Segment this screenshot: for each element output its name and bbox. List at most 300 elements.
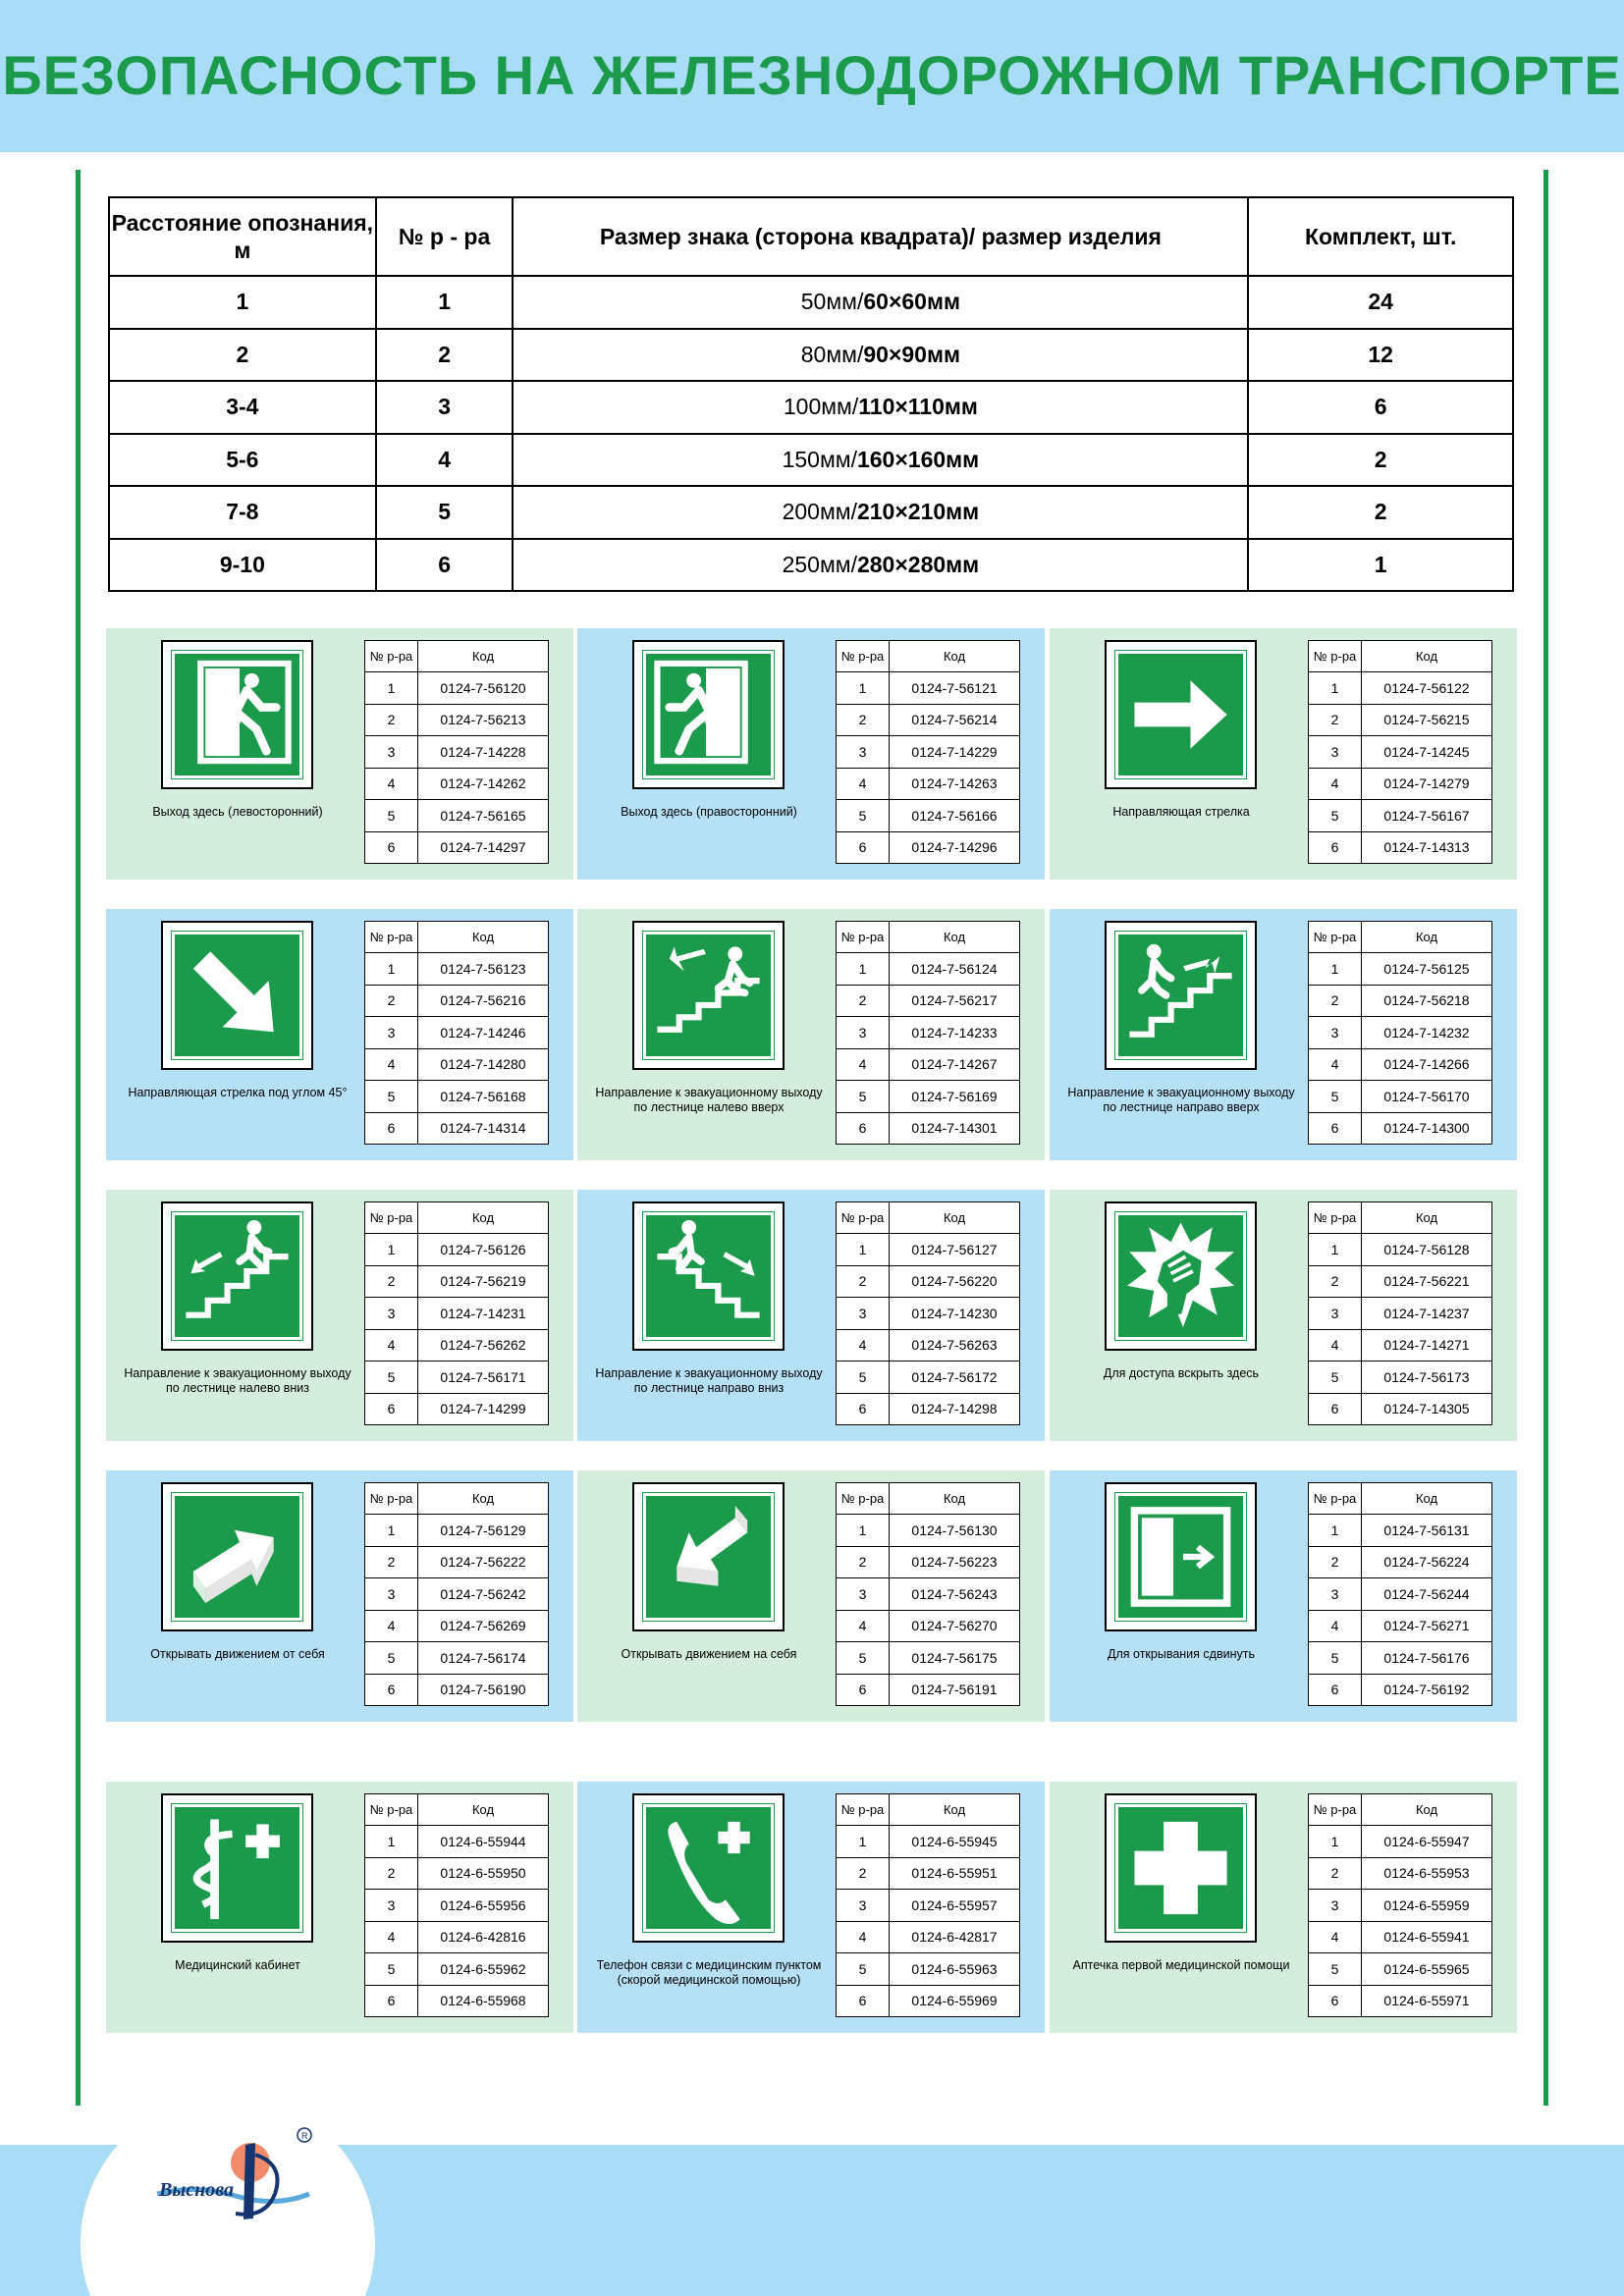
code-value: 0124-7-56174	[418, 1642, 549, 1675]
code-value: 0124-7-56244	[1362, 1578, 1492, 1611]
code-row-number: 1	[1309, 672, 1362, 705]
code-value: 0124-7-14297	[418, 831, 549, 864]
code-row	[365, 1265, 549, 1298]
code-row-number: 4	[365, 1329, 418, 1362]
code-value: 0124-7-56120	[418, 672, 549, 705]
code-header-number: № р-ра	[365, 922, 418, 953]
code-row	[837, 736, 1020, 769]
code-row-number: 1	[365, 1826, 418, 1858]
code-row-number: 4	[1309, 1329, 1362, 1362]
code-value: 0124-7-14300	[1362, 1112, 1492, 1145]
code-row-number: 6	[837, 1393, 890, 1425]
code-value: 0124-7-14262	[418, 768, 549, 800]
set-cell: 2	[1248, 486, 1513, 539]
code-row	[1309, 1546, 1492, 1578]
code-row	[1309, 736, 1492, 769]
code-value: 0124-7-56129	[418, 1515, 549, 1547]
header-set: Комплект, шт.	[1248, 197, 1513, 276]
code-row	[365, 1329, 549, 1362]
code-value: 0124-7-56128	[1362, 1234, 1492, 1266]
code-value: 0124-7-56218	[1362, 985, 1492, 1017]
code-value: 0124-7-14233	[890, 1017, 1020, 1049]
code-value: 0124-6-55957	[890, 1890, 1020, 1922]
code-row-number: 1	[1309, 953, 1362, 986]
stairs-up-left-icon	[643, 932, 774, 1059]
set-cell: 12	[1248, 329, 1513, 382]
code-header-row	[365, 1483, 549, 1515]
sign-card	[1050, 1190, 1517, 1441]
header-distance: Расстояние опознания, м	[109, 197, 376, 276]
sign-card	[1050, 1470, 1517, 1722]
code-row-number: 5	[1309, 800, 1362, 832]
code-row	[365, 768, 549, 800]
code-header-code: Код	[1362, 922, 1492, 953]
code-row	[1309, 1048, 1492, 1081]
code-header-number: № р-ра	[837, 922, 890, 953]
code-value: 0124-7-14298	[890, 1393, 1020, 1425]
size-table-row	[109, 486, 1513, 539]
code-row	[365, 1921, 549, 1953]
code-row-number: 4	[1309, 1610, 1362, 1642]
code-row-number: 2	[837, 1546, 890, 1578]
code-row-number: 2	[365, 1857, 418, 1890]
number-cell: 1	[376, 276, 514, 329]
code-row-number: 4	[837, 768, 890, 800]
code-row	[1309, 1857, 1492, 1890]
code-row	[1309, 1985, 1492, 2017]
sign-caption: Для открывания сдвинуть	[1108, 1647, 1255, 1661]
code-header-number: № р-ра	[1309, 922, 1362, 953]
code-row-number: 2	[1309, 1546, 1362, 1578]
code-header-row	[1309, 1794, 1492, 1826]
sign-frame	[161, 1793, 313, 1943]
code-row-number: 3	[837, 736, 890, 769]
code-row-number: 3	[837, 1890, 890, 1922]
code-table	[836, 1793, 1020, 2017]
code-row	[365, 985, 549, 1017]
sign-caption: Направление к эвакуационному выходу по лестнице направо вниз	[595, 1366, 823, 1395]
sign-frame	[1105, 1201, 1257, 1351]
code-row	[837, 768, 1020, 800]
size-cell	[513, 329, 1248, 382]
code-value: 0124-7-56127	[890, 1234, 1020, 1266]
code-row	[1309, 1393, 1492, 1425]
code-value: 0124-7-14301	[890, 1112, 1020, 1145]
code-row	[365, 1578, 549, 1611]
code-value: 0124-7-56191	[890, 1674, 1020, 1706]
code-header-number: № р-ра	[365, 1202, 418, 1234]
code-value: 0124-6-55944	[418, 1826, 549, 1858]
code-value: 0124-7-56125	[1362, 953, 1492, 986]
code-header-number: № р-ра	[1309, 641, 1362, 672]
exit-left-icon	[172, 651, 302, 778]
size-cell	[513, 539, 1248, 592]
code-row	[1309, 1234, 1492, 1266]
code-row	[837, 1515, 1020, 1547]
code-value: 0124-6-55951	[890, 1857, 1020, 1890]
code-row-number: 3	[837, 1578, 890, 1611]
code-row	[837, 1826, 1020, 1858]
code-header-code: Код	[890, 641, 1020, 672]
sign-frame	[161, 921, 313, 1070]
sign-frame	[161, 1201, 313, 1351]
code-row	[837, 1329, 1020, 1362]
code-row-number: 2	[365, 985, 418, 1017]
code-row-number: 3	[365, 1017, 418, 1049]
code-row-number: 5	[365, 1953, 418, 1986]
code-row	[837, 1362, 1020, 1394]
code-row-number: 1	[365, 1515, 418, 1547]
code-table	[1308, 921, 1492, 1145]
code-value: 0124-7-14299	[418, 1393, 549, 1425]
code-value: 0124-7-14229	[890, 736, 1020, 769]
code-row-number: 2	[1309, 985, 1362, 1017]
sign-card	[106, 1782, 573, 2033]
sign-caption: Аптечка первой медицинской помощи	[1072, 1958, 1290, 1972]
sign-frame	[161, 1482, 313, 1631]
code-row-number: 5	[1309, 1642, 1362, 1675]
code-header-row	[1309, 1483, 1492, 1515]
size-table-row	[109, 539, 1513, 592]
code-row	[1309, 800, 1492, 832]
sign-size: 100мм/	[783, 394, 859, 420]
code-row	[1309, 1017, 1492, 1049]
code-row-number: 5	[837, 1642, 890, 1675]
size-table-row	[109, 381, 1513, 434]
sign-caption: Направляющая стрелка	[1112, 805, 1250, 819]
code-value: 0124-7-56173	[1362, 1362, 1492, 1394]
item-size: 210×210мм	[856, 499, 980, 525]
code-value: 0124-7-56131	[1362, 1515, 1492, 1547]
exit-right-icon	[643, 651, 774, 778]
sign-frame	[1105, 640, 1257, 789]
code-row	[837, 1642, 1020, 1675]
distance-cell: 2	[109, 329, 376, 382]
code-value: 0124-7-56216	[418, 985, 549, 1017]
code-value: 0124-7-14313	[1362, 831, 1492, 864]
code-row	[837, 1048, 1020, 1081]
code-row	[1309, 1515, 1492, 1547]
code-row	[1309, 1329, 1492, 1362]
sign-size: 50мм/	[800, 289, 864, 315]
code-row	[837, 1674, 1020, 1706]
code-value: 0124-7-14237	[1362, 1298, 1492, 1330]
code-header-row	[837, 641, 1020, 672]
code-row-number: 6	[837, 1112, 890, 1145]
code-row-number: 2	[365, 1265, 418, 1298]
sign-card	[1050, 628, 1517, 880]
code-row	[837, 1265, 1020, 1298]
code-header-row	[837, 922, 1020, 953]
code-value: 0124-7-56271	[1362, 1610, 1492, 1642]
sign-caption: Телефон связи с медицинским пунктом (скорой медицинской помощью)	[596, 1958, 822, 1987]
sign-frame	[161, 640, 313, 789]
code-row	[837, 704, 1020, 736]
code-row	[1309, 1298, 1492, 1330]
code-row-number: 4	[365, 768, 418, 800]
code-row-number: 1	[837, 672, 890, 705]
sign-frame	[1105, 1793, 1257, 1943]
code-row-number: 4	[365, 1048, 418, 1081]
code-value: 0124-6-55963	[890, 1953, 1020, 1986]
code-value: 0124-7-56168	[418, 1081, 549, 1113]
break-glass-icon	[1115, 1212, 1246, 1340]
code-row	[365, 1112, 549, 1145]
code-row	[1309, 953, 1492, 986]
code-row	[365, 1081, 549, 1113]
code-row-number: 4	[837, 1329, 890, 1362]
code-row	[1309, 1826, 1492, 1858]
distance-cell: 5-6	[109, 434, 376, 487]
sign-caption: Открывать движением от себя	[150, 1647, 325, 1661]
code-value: 0124-7-56263	[890, 1329, 1020, 1362]
size-table-row	[109, 329, 1513, 382]
code-row-number: 6	[837, 831, 890, 864]
code-header-code: Код	[418, 922, 549, 953]
code-row-number: 5	[1309, 1081, 1362, 1113]
code-value: 0124-6-55950	[418, 1857, 549, 1890]
sign-card	[577, 909, 1045, 1160]
item-size: 110×110мм	[858, 394, 978, 420]
code-row-number: 6	[837, 1674, 890, 1706]
code-row-number: 3	[1309, 1017, 1362, 1049]
code-row	[837, 1890, 1020, 1922]
code-header-row	[365, 922, 549, 953]
code-header-code: Код	[890, 922, 1020, 953]
code-table	[836, 921, 1020, 1145]
item-size: 90×90мм	[863, 341, 961, 367]
code-row	[1309, 704, 1492, 736]
code-row-number: 6	[1309, 1393, 1362, 1425]
header-band	[0, 0, 1624, 152]
code-row	[837, 800, 1020, 832]
code-header-row	[837, 1794, 1020, 1826]
code-row-number: 6	[1309, 1674, 1362, 1706]
code-header-number: № р-ра	[365, 641, 418, 672]
sign-card	[106, 1190, 573, 1441]
sign-card	[1050, 1782, 1517, 2033]
code-header-number: № р-ра	[837, 641, 890, 672]
code-value: 0124-7-56122	[1362, 672, 1492, 705]
code-value: 0124-7-14245	[1362, 736, 1492, 769]
code-value: 0124-7-56176	[1362, 1642, 1492, 1675]
code-row-number: 3	[1309, 736, 1362, 769]
code-row	[837, 1921, 1020, 1953]
distance-cell: 9-10	[109, 539, 376, 592]
code-row	[837, 1298, 1020, 1330]
distance-cell: 1	[109, 276, 376, 329]
code-header-row	[837, 1483, 1020, 1515]
code-row	[1309, 1578, 1492, 1611]
code-header-row	[1309, 641, 1492, 672]
code-row	[365, 1048, 549, 1081]
code-row-number: 5	[365, 800, 418, 832]
code-row	[365, 1890, 549, 1922]
code-row	[837, 1017, 1020, 1049]
code-header-number: № р-ра	[837, 1202, 890, 1234]
code-row	[1309, 1921, 1492, 1953]
sign-caption: Выход здесь (правосторонний)	[621, 805, 797, 819]
code-row	[1309, 1642, 1492, 1675]
sign-frame	[632, 640, 785, 789]
code-value: 0124-7-56217	[890, 985, 1020, 1017]
size-table-row	[109, 276, 1513, 329]
code-row-number: 6	[1309, 1985, 1362, 2017]
code-row	[1309, 985, 1492, 1017]
code-value: 0124-7-14305	[1362, 1393, 1492, 1425]
code-header-number: № р-ра	[1309, 1794, 1362, 1826]
code-row	[1309, 1953, 1492, 1986]
sign-card	[106, 909, 573, 1160]
number-cell: 2	[376, 329, 514, 382]
code-table	[836, 640, 1020, 864]
distance-cell: 3-4	[109, 381, 376, 434]
code-header-code: Код	[418, 641, 549, 672]
size-table-body	[109, 276, 1513, 591]
code-row	[365, 1642, 549, 1675]
code-value: 0124-6-55947	[1362, 1826, 1492, 1858]
code-value: 0124-7-56167	[1362, 800, 1492, 832]
code-row-number: 6	[365, 831, 418, 864]
stairs-down-right-icon	[643, 1212, 774, 1340]
code-row	[365, 672, 549, 705]
code-row	[1309, 1081, 1492, 1113]
sign-card	[106, 1470, 573, 1722]
size-table-row	[109, 434, 1513, 487]
code-value: 0124-7-14271	[1362, 1329, 1492, 1362]
code-value: 0124-6-55969	[890, 1985, 1020, 2017]
code-value: 0124-6-55959	[1362, 1890, 1492, 1922]
code-value: 0124-7-56223	[890, 1546, 1020, 1578]
code-table	[836, 1482, 1020, 1706]
code-value: 0124-7-56121	[890, 672, 1020, 705]
code-value: 0124-6-42817	[890, 1921, 1020, 1953]
sign-card	[1050, 909, 1517, 1160]
code-value: 0124-7-56190	[418, 1674, 549, 1706]
code-header-code: Код	[418, 1483, 549, 1515]
size-table	[108, 196, 1514, 592]
code-row	[1309, 1362, 1492, 1394]
arrow-right-icon	[1115, 651, 1246, 778]
sign-grid	[106, 628, 1517, 2032]
stairs-up-right-icon	[1115, 932, 1246, 1059]
stairs-down-left-icon	[172, 1212, 302, 1340]
code-row	[837, 1112, 1020, 1145]
code-value: 0124-7-14296	[890, 831, 1020, 864]
code-value: 0124-6-55962	[418, 1953, 549, 1986]
code-row	[1309, 768, 1492, 800]
code-row	[365, 1674, 549, 1706]
code-row	[365, 831, 549, 864]
right-border-line	[1543, 170, 1548, 2106]
set-cell: 2	[1248, 434, 1513, 487]
code-table	[1308, 640, 1492, 864]
sign-card	[577, 628, 1045, 880]
code-table	[1308, 1793, 1492, 2017]
code-row	[365, 704, 549, 736]
code-row-number: 1	[365, 953, 418, 986]
code-value: 0124-7-56130	[890, 1515, 1020, 1547]
code-row-number: 4	[1309, 1048, 1362, 1081]
sign-card	[106, 628, 573, 880]
code-header-number: № р-ра	[365, 1483, 418, 1515]
sign-card	[577, 1190, 1045, 1441]
code-row	[365, 1546, 549, 1578]
code-value: 0124-7-56262	[418, 1329, 549, 1362]
code-row	[365, 953, 549, 986]
code-row	[837, 1234, 1020, 1266]
code-value: 0124-6-55971	[1362, 1985, 1492, 2017]
code-row-number: 3	[1309, 1890, 1362, 1922]
slide-door-icon	[1115, 1493, 1246, 1621]
code-row	[837, 1546, 1020, 1578]
push-door-icon	[172, 1493, 302, 1621]
code-row-number: 6	[365, 1674, 418, 1706]
code-row	[365, 800, 549, 832]
code-table	[364, 640, 549, 864]
code-header-code: Код	[418, 1794, 549, 1826]
code-row-number: 5	[1309, 1362, 1362, 1394]
code-table	[1308, 1201, 1492, 1425]
code-header-code: Код	[890, 1202, 1020, 1234]
code-row	[1309, 1265, 1492, 1298]
code-row	[837, 672, 1020, 705]
left-border-line	[76, 170, 81, 2106]
code-value: 0124-6-55945	[890, 1826, 1020, 1858]
size-table-header-row	[109, 197, 1513, 276]
code-row-number: 2	[365, 704, 418, 736]
code-row	[837, 1578, 1020, 1611]
code-row-number: 2	[837, 1857, 890, 1890]
code-value: 0124-7-14280	[418, 1048, 549, 1081]
code-value: 0124-7-14266	[1362, 1048, 1492, 1081]
code-value: 0124-6-55968	[418, 1985, 549, 2017]
sign-caption: Открывать движением на себя	[621, 1647, 797, 1661]
page-title: БЕЗОПАСНОСТЬ НА ЖЕЛЕЗНОДОРОЖНОМ ТРАНСПОРТЕ	[2, 44, 1622, 106]
code-row	[837, 1985, 1020, 2017]
header-size: Размер знака (сторона квадрата)/ размер изделия	[513, 197, 1248, 276]
code-row	[1309, 1674, 1492, 1706]
code-value: 0124-6-55953	[1362, 1857, 1492, 1890]
code-row-number: 6	[837, 1985, 890, 2017]
code-header-number: № р-ра	[1309, 1202, 1362, 1234]
code-row-number: 1	[837, 953, 890, 986]
code-row	[365, 1515, 549, 1547]
code-row-number: 4	[365, 1921, 418, 1953]
code-row-number: 4	[837, 1610, 890, 1642]
code-table	[836, 1201, 1020, 1425]
code-value: 0124-7-14246	[418, 1017, 549, 1049]
code-row	[365, 1857, 549, 1890]
code-row	[365, 1985, 549, 2017]
distance-cell: 7-8	[109, 486, 376, 539]
pull-door-icon	[643, 1493, 774, 1621]
code-row-number: 4	[837, 1921, 890, 1953]
code-row-number: 4	[365, 1610, 418, 1642]
code-row	[837, 1081, 1020, 1113]
sign-size: 250мм/	[782, 551, 857, 577]
code-value: 0124-7-56215	[1362, 704, 1492, 736]
sign-caption: Для доступа вскрыть здесь	[1103, 1366, 1260, 1380]
code-row-number: 3	[365, 1890, 418, 1922]
sign-frame	[1105, 1482, 1257, 1631]
code-row	[837, 1610, 1020, 1642]
code-row	[837, 1953, 1020, 1986]
code-value: 0124-7-56221	[1362, 1265, 1492, 1298]
code-value: 0124-7-56175	[890, 1642, 1020, 1675]
first-aid-icon	[1115, 1804, 1246, 1932]
set-cell: 1	[1248, 539, 1513, 592]
